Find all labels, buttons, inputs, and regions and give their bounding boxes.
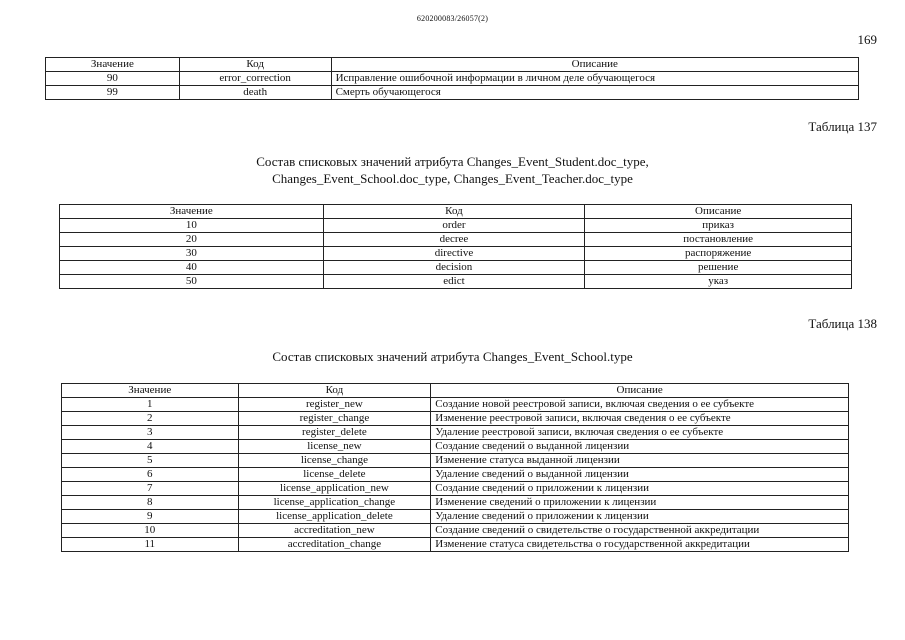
cell-description: Создание сведений о выданной лицензии: [431, 440, 849, 454]
cell-code: license_application_new: [238, 482, 431, 496]
cell-code: register_change: [238, 412, 431, 426]
column-header-description: Описание: [585, 205, 852, 219]
table-137-title-line-2: Changes_Event_School.doc_type, Changes_Event_Teacher.doc_type: [272, 171, 633, 186]
table-137: [59, 204, 852, 289]
page-number: 169: [857, 32, 877, 47]
cell-description: Изменение статуса свидетельства о государственной аккредитации: [431, 538, 849, 552]
table-row: [62, 454, 849, 468]
table-137-label: Таблица 137: [808, 119, 877, 134]
cell-value: 6: [62, 468, 239, 482]
cell-code: order: [323, 219, 585, 233]
cell-description: приказ: [585, 219, 852, 233]
table-row: [46, 72, 859, 86]
cell-value: 8: [62, 496, 239, 510]
table-row: [60, 261, 852, 275]
table-137-title: [0, 153, 905, 187]
cell-value: 2: [62, 412, 239, 426]
cell-value: 5: [62, 454, 239, 468]
cell-code: license_new: [238, 440, 431, 454]
table-row: [60, 233, 852, 247]
table-row: [62, 468, 849, 482]
cell-value: 40: [60, 261, 324, 275]
table-row: [62, 482, 849, 496]
cell-value: 99: [46, 86, 180, 100]
cell-description: Удаление реестровой записи, включая сведения о ее субъекте: [431, 426, 849, 440]
cell-description: Создание сведений о приложении к лицензии: [431, 482, 849, 496]
cell-description: Исправление ошибочной информации в личном деле обучающегося: [331, 72, 858, 86]
cell-value: 90: [46, 72, 180, 86]
table-138-title: Состав списковых значений атрибута Changes_Event_School.type: [272, 349, 633, 364]
cell-code: accreditation_new: [238, 524, 431, 538]
column-header-value: Значение: [60, 205, 324, 219]
table-row: [62, 412, 849, 426]
column-header-description: Описание: [331, 58, 858, 72]
table-137-title-line-1: Состав списковых значений атрибута Changes_Event_Student.doc_type,: [256, 154, 649, 169]
table-row: [62, 510, 849, 524]
cell-code: register_delete: [238, 426, 431, 440]
cell-value: 11: [62, 538, 239, 552]
table-136-continuation: [45, 57, 859, 100]
table-row: [62, 440, 849, 454]
cell-value: 20: [60, 233, 324, 247]
table-row: [60, 219, 852, 233]
column-header-code: Код: [323, 205, 585, 219]
column-header-value: Значение: [46, 58, 180, 72]
column-header-value: Значение: [62, 384, 239, 398]
table-row: [62, 538, 849, 552]
cell-description: Изменение реестровой записи, включая сведения о ее субъекте: [431, 412, 849, 426]
cell-value: 1: [62, 398, 239, 412]
cell-code: decision: [323, 261, 585, 275]
table-header-row: [62, 384, 849, 398]
cell-code: license_change: [238, 454, 431, 468]
table-row: [62, 426, 849, 440]
document-id: 620200083/26057(2): [416, 14, 489, 23]
cell-description: Создание сведений о свидетельстве о государственной аккредитации: [431, 524, 849, 538]
cell-value: 50: [60, 275, 324, 289]
cell-value: 30: [60, 247, 324, 261]
cell-value: 3: [62, 426, 239, 440]
table-138-label: Таблица 138: [808, 316, 877, 331]
table-row: [62, 398, 849, 412]
cell-code: edict: [323, 275, 585, 289]
table-138: [61, 383, 849, 552]
cell-code: license_delete: [238, 468, 431, 482]
table-header-row: [46, 58, 859, 72]
table-row: [62, 496, 849, 510]
cell-description: Изменение статуса выданной лицензии: [431, 454, 849, 468]
table-header-row: [60, 205, 852, 219]
table-row: [62, 524, 849, 538]
cell-description: указ: [585, 275, 852, 289]
table-row: [46, 86, 859, 100]
cell-description: Смерть обучающегося: [331, 86, 858, 100]
cell-value: 10: [62, 524, 239, 538]
cell-description: распоряжение: [585, 247, 852, 261]
cell-code: death: [179, 86, 331, 100]
cell-description: Изменение сведений о приложении к лицензии: [431, 496, 849, 510]
cell-code: register_new: [238, 398, 431, 412]
cell-code: accreditation_change: [238, 538, 431, 552]
table-row: [60, 275, 852, 289]
cell-value: 7: [62, 482, 239, 496]
cell-code: error_correction: [179, 72, 331, 86]
cell-value: 10: [60, 219, 324, 233]
column-header-code: Код: [238, 384, 431, 398]
cell-description: Создание новой реестровой записи, включая сведения о ее субъекте: [431, 398, 849, 412]
cell-description: постановление: [585, 233, 852, 247]
cell-code: decree: [323, 233, 585, 247]
column-header-description: Описание: [431, 384, 849, 398]
table-row: [60, 247, 852, 261]
cell-value: 9: [62, 510, 239, 524]
cell-code: license_application_delete: [238, 510, 431, 524]
cell-description: Удаление сведений о выданной лицензии: [431, 468, 849, 482]
cell-value: 4: [62, 440, 239, 454]
cell-code: directive: [323, 247, 585, 261]
cell-description: Удаление сведений о приложении к лицензии: [431, 510, 849, 524]
cell-code: license_application_change: [238, 496, 431, 510]
cell-description: решение: [585, 261, 852, 275]
column-header-code: Код: [179, 58, 331, 72]
